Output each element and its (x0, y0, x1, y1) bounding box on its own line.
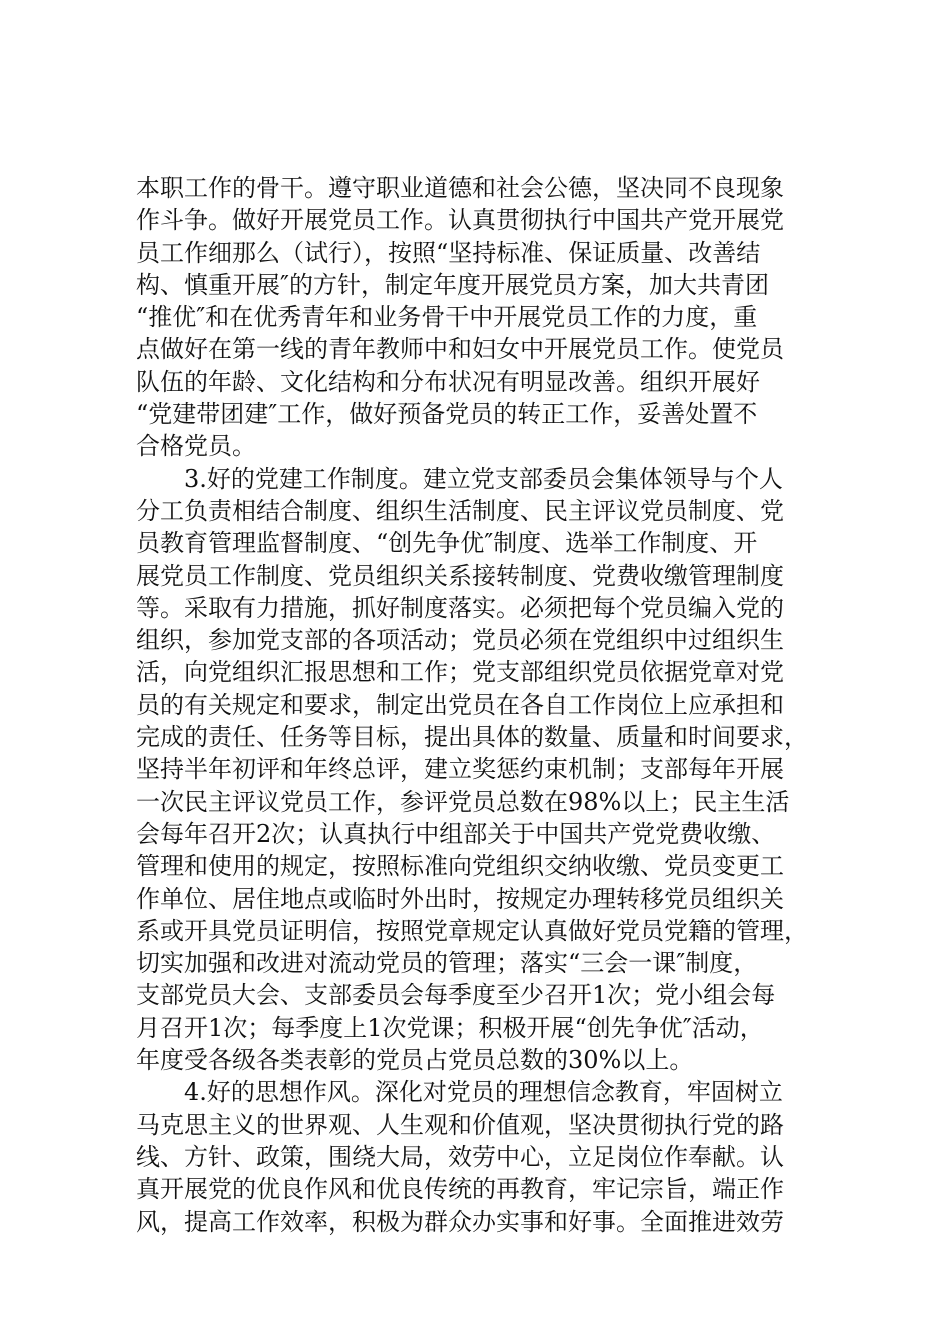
text-line: 真开展党的优良作风和优良传统的再教育，牢记宗旨，端正作 (136, 1175, 784, 1204)
text-line: 3.好的党建工作制度。建立党支部委员会集体领导与个人 (184, 464, 783, 493)
paragraph-party-building-system (136, 463, 826, 1077)
text-line: 合格党员。 (136, 432, 256, 461)
text-line: 队伍的年龄、文化结构和分布状况有明显改善。组织开展好 (136, 367, 760, 396)
text-line: 系或开具党员证明信，按照党章规定认真做好党员党籍的管理， (136, 916, 808, 945)
text-line: 4.好的思想作风。深化对党员的理想信念教育，牢固树立 (184, 1078, 783, 1107)
text-line: 支部党员大会、支部委员会每季度至少召开1次；党小组会每 (136, 981, 776, 1010)
document-page (136, 172, 826, 1238)
text-line: 会每年召开2次；认真执行中组部关于中国共产党党费收缴、 (136, 819, 776, 848)
text-line: 本职工作的骨干。遵守职业道德和社会公德，坚决同不良现象 (136, 174, 784, 202)
text-line: 点做好在第一线的青年教师中和妇女中开展党员工作。使党员 (136, 335, 784, 364)
text-line: 等。采取有力措施，抓好制度落实。必须把每个党员编入党的 (136, 593, 784, 622)
paragraph-party-member-development (136, 172, 826, 463)
text-line: 构、慎重开展″的方针，制定年度开展党员方案，加大共青团 (136, 270, 769, 299)
text-line: 完成的责任、任务等目标，提出具体的数量、质量和时间要求， (136, 723, 808, 752)
text-line: 员的有关规定和要求，制定出党员在各自工作岗位上应承担和 (136, 690, 784, 719)
text-line: 风，提高工作效率，积极为群众办实事和好事。全面推进效劳 (136, 1207, 784, 1236)
text-line: “党建带团建″工作，做好预备党员的转正工作，妥善处置不 (136, 400, 758, 429)
text-line: “推优″和在优秀青年和业务骨干中开展党员工作的力度，重 (136, 303, 758, 332)
text-line: 一次民主评议党员工作，参评党员总数在98%以上；民主生活 (136, 787, 790, 816)
text-line: 分工负责相结合制度、组织生活制度、民主评议党员制度、党 (136, 496, 784, 525)
text-line: 展党员工作制度、党员组织关系接转制度、党费收缴管理制度 (136, 561, 784, 590)
text-line: 作单位、居住地点或临时外出时，按规定办理转移党员组织关 (136, 884, 784, 913)
text-line: 员工作细那么（试行），按照“坚持标准、保证质量、改善结 (136, 238, 761, 267)
text-line: 月召开1次；每季度上1次党课；积极开展“创先争优″活动， (136, 1013, 764, 1042)
text-line: 年度受各级各类表彰的党员占党员总数的30%以上。 (136, 1046, 694, 1075)
text-line: 线、方针、政策，围绕大局，效劳中心，立足岗位作奉献。认 (136, 1142, 784, 1171)
text-line: 坚持半年初评和年终总评，建立奖惩约束机制；支部每年开展 (136, 755, 784, 784)
text-line: 活，向党组织汇报思想和工作；党支部组织党员依据党章对党 (136, 658, 784, 687)
text-line: 切实加强和改进对流动党员的管理；落实“三会一课″制度， (136, 949, 758, 978)
text-line: 作斗争。做好开展党员工作。认真贯彻执行中国共产党开展党 (136, 206, 784, 235)
text-line: 员教育管理监督制度、“创先争优″制度、选举工作制度、开 (136, 529, 758, 558)
text-line: 组织，参加党支部的各项活动；党员必须在党组织中过组织生 (136, 626, 784, 655)
text-line: 马克思主义的世界观、人生观和价值观，坚决贯彻执行党的路 (136, 1110, 784, 1139)
text-line: 管理和使用的规定，按照标准向党组织交纳收缴、党员变更工 (136, 852, 784, 881)
paragraph-ideological-style (136, 1076, 826, 1237)
